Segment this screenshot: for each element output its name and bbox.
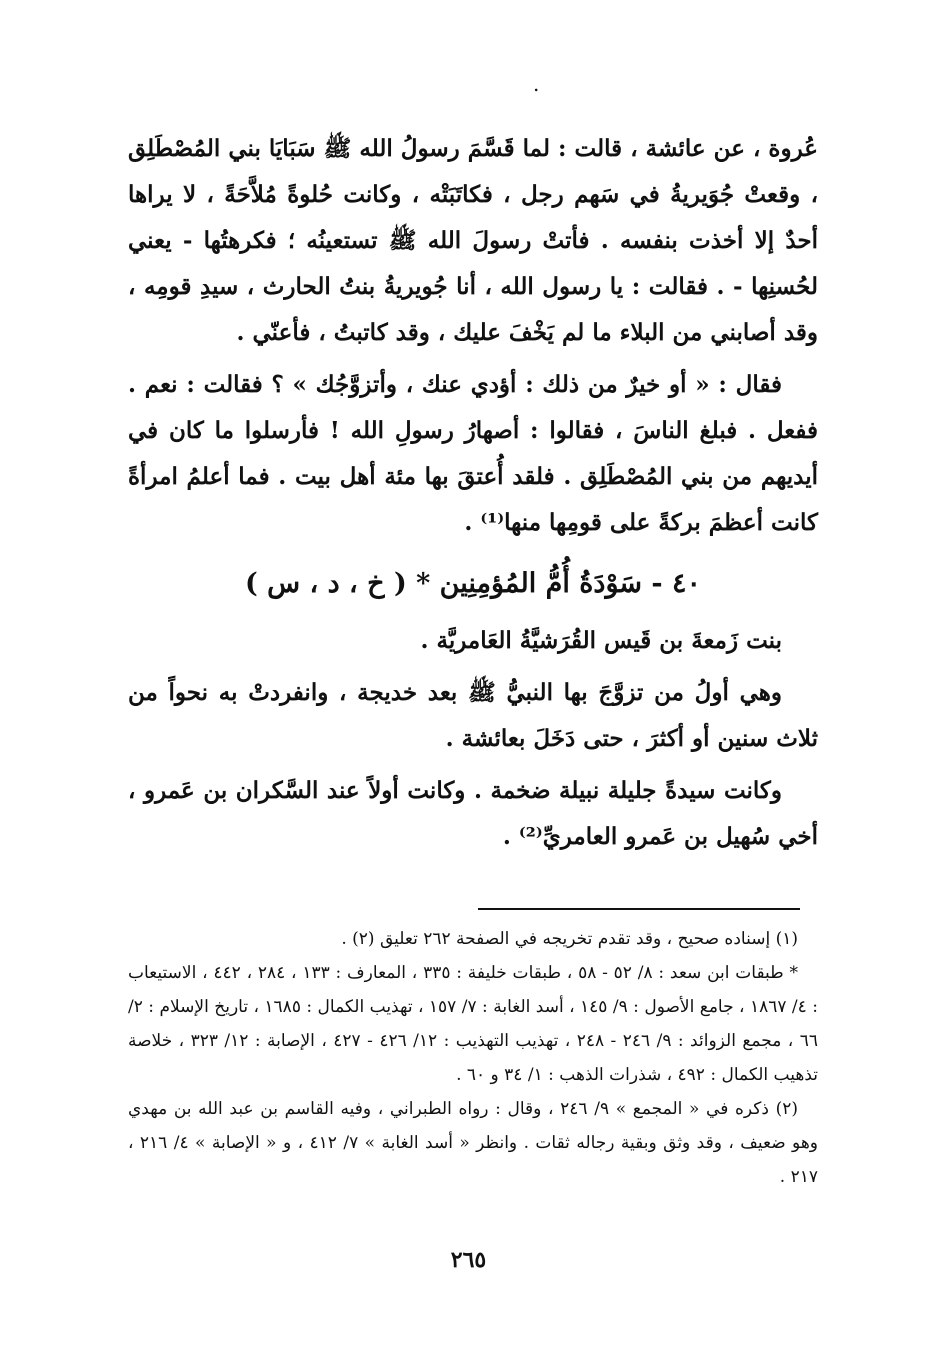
bio-paragraph-1: بنت زَمعةَ بن قَيس القُرَشيَّةُ العَامريَّة . <box>420 627 782 654</box>
footnotes <box>128 922 818 1194</box>
paragraph-1: عُروة ، عن عائشة ، قالت : لما قَسَّمَ رسولُ الله ﷺ سَبَايَا بني المُصْطَلِق ، وقعتْ جُوَيريةُ في سَهم رجل ، فكاتَبَتْه ، وكانت حُلوةً مُلاَّحَةً ، لا يراها أحدٌ إلا أخذت بنفسه . فأتتْ رسولَ الله ﷺ تستعينُه ؛ فكرهتُها - يعني لحُسنِها - . فقالت : يا رسول الله ، أنا جُويريةُ بنتُ الحارث ، سيدِ قومِه ، وقد أصابني من البلاء ما لم يَخْفَ عليك ، وقد كاتبتُ ، فأعنّي . <box>128 135 818 346</box>
bio-paragraph-3: وكانت سيدةً جليلة نبيلة ضخمة . وكانت أولاً عند السَّكران بن عَمرو ، أخي سُهيل بن عَمرو العامريِّ⁽²⁾ . <box>128 777 818 850</box>
bio-paragraph-2: وهي أولُ من تزوَّجَ بها النبيُّ ﷺ بعد خديجة ، وانفردتْ به نحواً من ثلاث سنين أو أكثرَ ، حتى دَخَلَ بعائشة . <box>128 679 818 752</box>
page-number: ٢٦٥ <box>450 1247 487 1273</box>
top-mark: . <box>533 72 540 96</box>
paragraph-2: فقال : « أو خيرٌ من ذلك : أؤدي عنك ، وأتزوَّجُك » ؟ فقالت : نعم . ففعل . فبلغ الناسَ ، فقالوا : أصهارُ رسولِ الله ! فأرسلوا ما كان في أيديهم من بني المُصْطَلِق . فلقد أُعتقَ بها مئة أهل بيت . فما أعلمُ امرأةً كانت أعظمَ بركةً على قومِها منها⁽¹⁾ . <box>128 371 818 536</box>
footnote-sources: * طبقات ابن سعد : ٨/ ٥٢ - ٥٨ ، طبقات خليفة : ٣٣٥ ، المعارف : ١٣٣ ، ٢٨٤ ، ٤٤٢ ، الاستيعاب : ٤/ ١٨٦٧ ، جامع الأصول : ٩/ ١٤٥ ، أسد الغابة : ٧/ ١٥٧ ، تهذيب الكمال : ١٦٨٥ ، تاريخ الإسلام : ٢/ ٦٦ ، مجمع الزوائد : ٩/ ٢٤٦ - ٢٤٨ ، تهذيب التهذيب : ١٢/ ٤٢٦ - ٤٢٧ ، الإصابة : ١٢/ ٣٢٣ ، خلاصة تذهيب الكمال : ٤٩٢ ، شذرات الذهب : ١/ ٣٤ و ٦٠ . <box>128 963 818 1085</box>
footnote-divider <box>478 908 800 910</box>
section-heading: ٤٠ - سَوْدَةُ أُمُّ المُؤمِنِين * ( خ ، د ، س ) <box>244 568 702 599</box>
main-text <box>128 126 818 860</box>
footnote-1: (١) إسناده صحيح ، وقد تقدم تخريجه في الصفحة ٢٦٢ تعليق (٢) . <box>341 929 798 949</box>
footnote-2: (٢) ذكره في « المجمع » ٩/ ٢٤٦ ، وقال : رواه الطبراني ، وفيه القاسم بن عبد الله بن مهدي وهو ضعيف ، وقد وثق وبقية رجاله ثقات . وانظر « أسد الغابة » ٧/ ٤١٢ ، و « الإصابة » ٤/ ٢١٦ ، ٢١٧ . <box>128 1099 819 1187</box>
